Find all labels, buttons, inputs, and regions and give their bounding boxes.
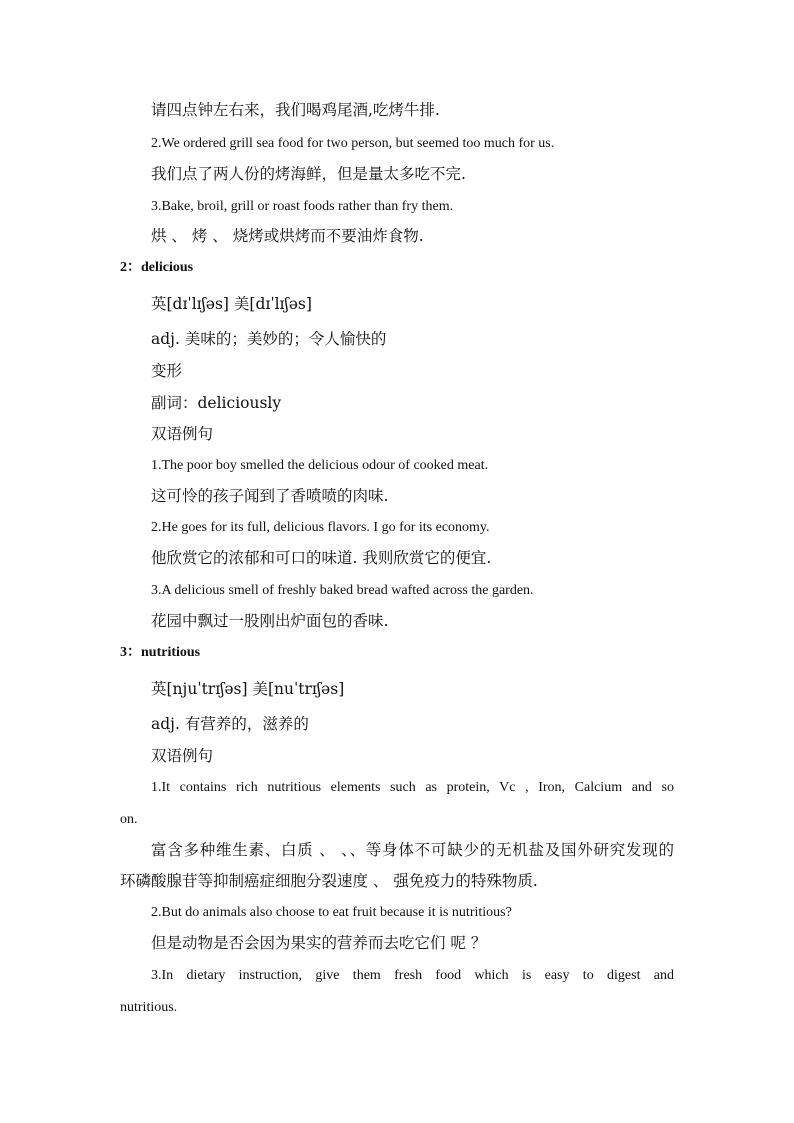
translation-line: 烘 、 烤 、 烧烤或烘烤而不要油炸食物.: [151, 227, 424, 245]
example-sentence-continued: on.: [120, 812, 138, 827]
example-sentence: 1.The poor boy smelled the delicious odour of cooked meat.: [151, 458, 489, 473]
example-sentence: 3.Bake, broil, grill or roast foods rather than fry them.: [151, 199, 454, 214]
example-sentence: 2.He goes for its full, delicious flavors. I go for its economy.: [151, 520, 490, 535]
definition: adj. 美味的；美妙的；令人愉快的: [151, 330, 387, 348]
translation-line: 这可怜的孩子闻到了香喷喷的肉味.: [151, 487, 389, 505]
section-heading-nutritious: 3：nutritious: [120, 645, 201, 660]
pronunciation: 英[dɪˈlɪʃəs] 美[dɪˈlɪʃəs]: [151, 295, 312, 313]
subheading-examples: 双语例句: [151, 747, 214, 765]
pronunciation: 英[njuˈtrɪʃəs] 美[nuˈtrɪʃəs]: [151, 680, 345, 698]
translation-line: 花园中飘过一股刚出炉面包的香味.: [151, 612, 389, 630]
subheading-inflection: 变形: [151, 362, 183, 380]
example-sentence: 2.We ordered grill sea food for two person, but seemed too much for us.: [151, 136, 555, 151]
translation-line: 请四点钟左右来，我们喝鸡尾酒,吃烤牛排.: [151, 101, 440, 119]
inflection-adverb: 副词：deliciously: [151, 394, 282, 412]
subheading-examples: 双语例句: [151, 425, 214, 443]
translation-line-continued: 环磷酸腺苷等抑制癌症细胞分裂速度 、 强免疫力的特殊物质.: [120, 872, 538, 890]
translation-line: 但是动物是否会因为果实的营养而去吃它们 呢 ？: [151, 934, 487, 952]
section-heading-delicious: 2：delicious: [120, 260, 194, 275]
translation-line: 富含多种维生素、白质 、 、、等身体不可缺少的无机盐及国外研究发现的: [151, 841, 674, 859]
example-sentence-continued: nutritious.: [120, 1000, 178, 1015]
translation-line: 他欣赏它的浓郁和可口的味道. 我则欣赏它的便宜.: [151, 549, 492, 567]
definition: adj. 有营养的，滋养的: [151, 715, 309, 733]
translation-line: 我们点了两人份的烤海鲜，但是量太多吃不完.: [151, 165, 466, 183]
example-sentence: 3.In dietary instruction, give them fresh food which is easy to digest and: [151, 968, 674, 983]
example-sentence: 2.But do animals also choose to eat fruit because it is nutritious?: [151, 905, 512, 920]
example-sentence: 3.A delicious smell of freshly baked bread wafted across the garden.: [151, 583, 534, 598]
example-sentence: 1.It contains rich nutritious elements such as protein, Vc , Iron, Calcium and so: [151, 780, 674, 795]
